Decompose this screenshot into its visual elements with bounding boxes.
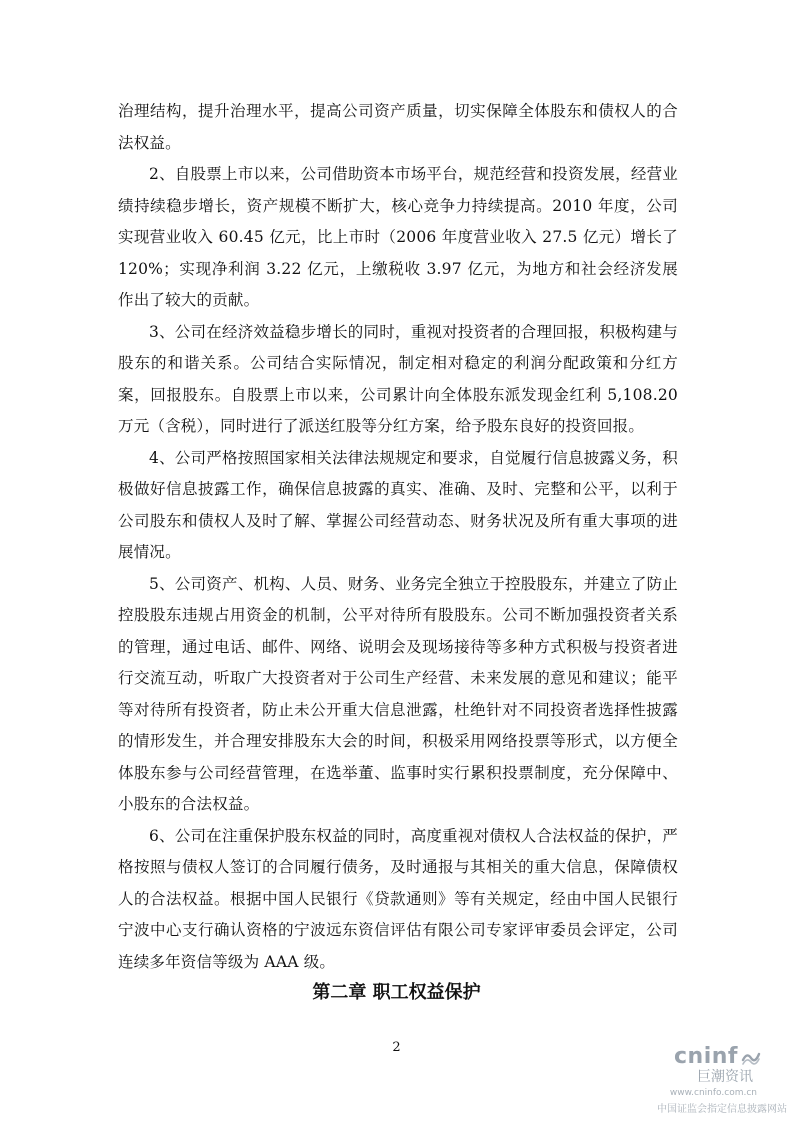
paragraph-3: 3、公司在经济效益稳步增长的同时，重视对投资者的合理回报，积极构建与股东的和谐关系。公司结合实际情况，制定相对稳定的利润分配政策和分红方案，回报股东。自股票上市以来，公司累计向全体股东派发现金红利 5,108.20 万元（含税），同时进行了派送红股等分红方案，给予股东良好的投资回报。: [118, 322, 678, 435]
watermark-caption: 中国证监会指定信息披露网站: [657, 1104, 787, 1115]
paragraph-5: 5、公司资产、机构、人员、财务、业务完全独立于控股股东，并建立了防止控股股东违规占用资金的机制，公平对待所有股股东。公司不断加强投资者关系的管理，通过电话、邮件、网络、说明会及现场接待等多种方式积极与投资者进行交流互动，听取广大投资者对于公司生产经营、未来发展的意见和建议；能平等对待所有投资者，防止未公开重大信息泄露，杜绝针对不同投资者选择性披露的情形发生，并合理安排股东大会的时间，积极采用网络投票等形式，以方便全体股东参与公司经营管理，在选举董、监事时实行累积投票制度，充分保障中、小股东的合法权益。: [118, 574, 678, 813]
watermark-brand: 巨潮资讯: [697, 1069, 753, 1085]
paragraph-4: 4、公司严格按照国家相关法律法规规定和要求，自觉履行信息披露义务，积极做好信息披露工作，确保信息披露的真实、准确、及时、完整和公平，以利于公司股东和债权人及时了解、掌握公司经营动态、财务状况及所有重大事项的进展情况。: [118, 448, 678, 561]
page-number: 2: [392, 1040, 401, 1055]
wave-icon: [741, 1048, 761, 1066]
watermark-url: www.cninfo.com.cn: [669, 1088, 757, 1098]
paragraph-continuation: 治理结构，提升治理水平，提高公司资产质量，切实保障全体股东和债权人的合法权益。: [118, 102, 678, 152]
cninfo-watermark: [637, 1044, 787, 1115]
document-body: [118, 96, 678, 978]
watermark-logo-text: cninf: [674, 1044, 738, 1069]
paragraph-6: 6、公司在注重保护股东权益的同时，高度重视对债权人合法权益的保护，严格按照与债权人签订的合同履行债务，及时通报与其相关的重大信息，保障债权人的合法权益。根据中国人民银行《贷款通则》等有关规定，经由中国人民银行宁波中心支行确认资格的宁波远东资信评估有限公司专家评审委员会评定，公司连续多年资信等级为 AAA 级。: [118, 826, 678, 971]
paragraph-2: 2、自股票上市以来，公司借助资本市场平台，规范经营和投资发展，经营业绩持续稳步增长，资产规模不断扩大，核心竞争力持续提高。2010 年度，公司实现营业收入 60.45 亿元，比上市时（2006 年度营业收入 27.5 亿元）增长了 120%；实现净利润 3.22 亿元，上缴税收 3.97 亿元，为地方和社会经济发展作出了较大的贡献。: [118, 165, 678, 309]
chapter-heading: 第二章 职工权益保护: [312, 982, 481, 1003]
